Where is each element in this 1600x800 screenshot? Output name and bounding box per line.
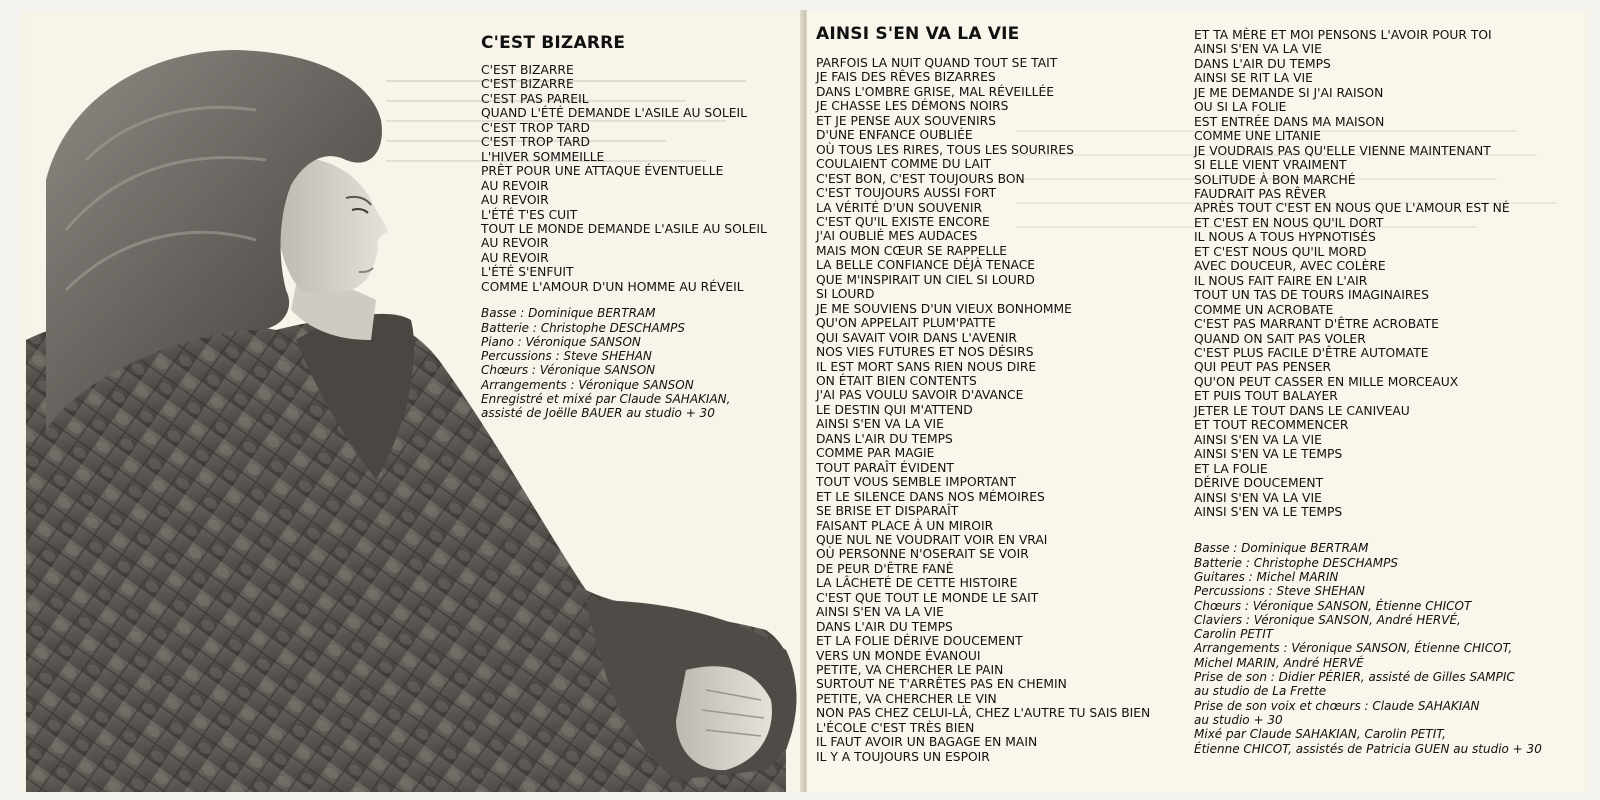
lyric-line: DANS L'OMBRE GRISE, MAL RÉVEILLÉE xyxy=(816,84,1054,99)
song-ainsi-s-en-va-la-vie-continued xyxy=(1194,28,1542,756)
credit-line: Basse : Dominique BERTRAM xyxy=(1194,541,1369,556)
credit-line: Mixé par Claude SAHAKIAN, Carolin PETIT, xyxy=(1194,727,1446,742)
lyric-line: OU SI LA FOLIE xyxy=(1194,100,1287,115)
lyric-line: AINSI S'EN VA LA VIE xyxy=(816,417,944,432)
lyric-line: LA VÉRITÉ D'UN SOUVENIR xyxy=(816,200,982,215)
lyric-line: PARFOIS LA NUIT QUAND TOUT SE TAIT xyxy=(816,56,1058,70)
lyric-line: PETITE, VA CHERCHER LE VIN xyxy=(816,691,997,706)
lyric-line: L'HIVER SOMMEILLE xyxy=(481,149,605,164)
right-page xyxy=(807,10,1585,792)
lyric-line: C'EST PAS PAREIL xyxy=(481,91,589,106)
lyric-line: APRÈS TOUT C'EST EN NOUS QUE L'AMOUR EST NÉ xyxy=(1194,201,1510,216)
lyric-line: SURTOUT NE T'ARRÊTES PAS EN CHEMIN xyxy=(816,677,1067,692)
lyric-line: IL NOUS A TOUS HYPNOTISÉS xyxy=(1194,230,1376,245)
lyric-line: FAUDRAIT PAS RÊVER xyxy=(1194,186,1327,201)
lyric-line: PRÊT POUR UNE ATTAQUE ÉVENTUELLE xyxy=(481,164,724,179)
credits-list xyxy=(481,306,767,420)
lyric-line: DANS L'AIR DU TEMPS xyxy=(816,619,953,634)
lyric-line: C'EST BIZARRE xyxy=(481,63,574,77)
lyric-line: AVEC DOUCEUR, AVEC COLÈRE xyxy=(1194,259,1386,274)
credit-line: Michel MARIN, André HERVÉ xyxy=(1194,655,1364,670)
lyric-line: AU REVOIR xyxy=(481,250,549,265)
lyric-line: AINSI S'EN VA LA VIE xyxy=(1194,42,1322,57)
lyric-line: DANS L'AIR DU TEMPS xyxy=(816,431,953,446)
lyric-line: JE ME DEMANDE SI J'AI RAISON xyxy=(1194,85,1384,100)
lyric-line: SOLITUDE À BON MARCHÉ xyxy=(1194,172,1356,187)
lyric-line: AINSI SE RIT LA VIE xyxy=(1194,71,1313,86)
credit-line: Basse : Dominique BERTRAM xyxy=(481,306,656,321)
credit-line: Batterie : Christophe DESCHAMPS xyxy=(481,320,685,335)
credits-list xyxy=(1194,541,1542,755)
lyric-line: JE CHASSE LES DÉMONS NOIRS xyxy=(816,99,1009,114)
lyric-line: TOUT LE MONDE DEMANDE L'ASILE AU SOLEIL xyxy=(481,221,767,236)
lyric-line: COMME UN ACROBATE xyxy=(1194,302,1334,317)
lyric-line: D'UNE ENFANCE OUBLIÉE xyxy=(816,128,973,143)
lyric-line: TOUT PARAÎT ÉVIDENT xyxy=(816,460,954,475)
lyric-line: QU'ON PEUT CASSER EN MILLE MORCEAUX xyxy=(1194,374,1459,389)
lyric-line: IL EST MORT SANS RIEN NOUS DIRE xyxy=(816,359,1037,374)
lyric-line: IL FAUT AVOIR UN BAGAGE EN MAIN xyxy=(816,735,1038,750)
lyric-line: QU'ON APPELAIT PLUM'PATTE xyxy=(816,316,996,331)
lyric-line: QUI SAVAIT VOIR DANS L'AVENIR xyxy=(816,330,1017,345)
lyric-line: C'EST TOUJOURS AUSSI FORT xyxy=(816,186,997,201)
credit-line: Batterie : Christophe DESCHAMPS xyxy=(1194,555,1398,570)
lyrics-lines xyxy=(481,63,767,294)
lyric-line: J'AI PAS VOULU SAVOIR D'AVANCE xyxy=(816,388,1024,403)
lyric-line: C'EST BON, C'EST TOUJOURS BON xyxy=(816,171,1025,186)
lyric-line: ET LE SILENCE DANS NOS MÉMOIRES xyxy=(816,489,1045,504)
lyric-line: ET C'EST EN NOUS QU'IL DORT xyxy=(1194,215,1384,230)
lyric-line: JETER LE TOUT DANS LE CANIVEAU xyxy=(1194,403,1410,418)
lyric-line: QUAND L'ÉTÉ DEMANDE L'ASILE AU SOLEIL xyxy=(481,106,747,121)
credit-line: Chœurs : Véronique SANSON xyxy=(481,363,656,378)
credit-line: Percussions : Steve SHEHAN xyxy=(1194,584,1365,599)
lyric-line: COULAIENT COMME DU LAIT xyxy=(816,157,992,172)
lyrics-lines-column-1 xyxy=(816,56,1150,764)
lyric-line: LA LÂCHETÉ DE CETTE HISTOIRE xyxy=(816,576,1018,591)
lyric-line: TOUT UN TAS DE TOURS IMAGINAIRES xyxy=(1194,288,1429,303)
lyric-line: OÙ TOUS LES RIRES, TOUS LES SOURIRES xyxy=(816,142,1074,157)
lyric-line: ET C'EST NOUS QU'IL MORD xyxy=(1194,244,1367,259)
lyric-line: C'EST TROP TARD xyxy=(481,135,591,150)
lyric-line: FAISANT PLACE À UN MIROIR xyxy=(816,518,994,533)
lyric-line: L'ÉCOLE C'EST TRÈS BIEN xyxy=(816,720,975,735)
lyric-line: JE VOUDRAIS PAS QU'ELLE VIENNE MAINTENANT xyxy=(1194,143,1491,158)
lyric-line: C'EST QUE TOUT LE MONDE LE SAIT xyxy=(816,590,1039,605)
lyric-line: OÙ PERSONNE N'OSERAIT SE VOIR xyxy=(816,547,1029,562)
credit-line: Prise de son voix et chœurs : Claude SAHAKIAN xyxy=(1194,698,1480,713)
lyric-line: ET JE PENSE AUX SOUVENIRS xyxy=(816,113,996,128)
lyric-line: L'ÉTÉ T'ES CUIT xyxy=(481,207,578,222)
lyric-line: C'EST TROP TARD xyxy=(481,120,591,135)
lyric-line: AINSI S'EN VA LE TEMPS xyxy=(1194,447,1343,462)
lyric-line: J'AI OUBLIÉ MES AUDACES xyxy=(816,229,978,244)
lyric-line: LE DESTIN QUI M'ATTEND xyxy=(816,402,973,417)
lyric-line: VERS UN MONDE ÉVANOUI xyxy=(816,648,981,663)
credit-line: au studio + 30 xyxy=(1194,712,1283,727)
lyric-line: ET PUIS TOUT BALAYER xyxy=(1194,389,1338,404)
credit-line: Piano : Véronique SANSON xyxy=(481,334,641,349)
lyric-line: EST ENTRÉE DANS MA MAISON xyxy=(1194,114,1385,129)
lyric-line: AINSI S'EN VA LE TEMPS xyxy=(1194,504,1343,519)
credit-line: assisté de Joëlle BAUER au studio + 30 xyxy=(481,406,715,421)
lyric-line: ON ÉTAIT BIEN CONTENTS xyxy=(816,373,977,388)
song-c-est-bizarre xyxy=(481,33,767,421)
lyric-line: QUAND ON SAIT PAS VOLER xyxy=(1194,331,1366,346)
credit-line: Étienne CHICOT, assistés de Patricia GUEN au studio + 30 xyxy=(1194,741,1542,756)
credit-line: Guitares : Michel MARIN xyxy=(1194,570,1339,584)
lyric-line: DÉRIVE DOUCEMENT xyxy=(1194,476,1324,491)
credit-line: Arrangements : Véronique SANSON, Étienne CHICOT, xyxy=(1194,641,1513,656)
lyric-line: COMME L'AMOUR D'UN HOMME AU RÉVEIL xyxy=(481,279,744,294)
lyric-line: SI ELLE VIENT VRAIMENT xyxy=(1194,158,1347,173)
lyric-line: ET TA MÈRE ET MOI PENSONS L'AVOIR POUR TOI xyxy=(1194,28,1492,42)
lyric-line: DE PEUR D'ÊTRE FANÉ xyxy=(816,561,954,576)
lyric-line: C'EST BIZARRE xyxy=(481,77,574,92)
credit-line: Carolin PETIT xyxy=(1194,627,1274,642)
lyric-line: AINSI S'EN VA LA VIE xyxy=(1194,490,1322,505)
song-title: AINSI S'EN VA LA VIE xyxy=(816,24,1020,44)
lyric-line: JE FAIS DES RÊVES BIZARRES xyxy=(816,70,996,85)
lyric-line: NON PAS CHEZ CELUI-LÀ, CHEZ L'AUTRE TU SAIS BIEN xyxy=(816,706,1151,721)
lyrics-lines-column-2 xyxy=(1194,28,1542,519)
credit-line: Arrangements : Véronique SANSON xyxy=(481,377,694,392)
song-ainsi-s-en-va-la-vie xyxy=(816,24,1150,764)
lyric-line: ET TOUT RECOMMENCER xyxy=(1194,418,1349,433)
lyric-line: JE ME SOUVIENS D'UN VIEUX BONHOMME xyxy=(816,301,1072,316)
lyric-line: TOUT VOUS SEMBLE IMPORTANT xyxy=(816,475,1017,490)
lyric-line: MAIS MON CŒUR SE RAPPELLE xyxy=(816,243,1007,258)
lyric-line: IL NOUS FAIT FAIRE EN L'AIR xyxy=(1194,273,1368,288)
lyric-line: COMME UNE LITANIE xyxy=(1194,129,1322,144)
lyric-line: L'ÉTÉ S'ENFUIT xyxy=(481,265,574,280)
lyric-line: DANS L'AIR DU TEMPS xyxy=(1194,56,1331,71)
credit-line: Claviers : Véronique SANSON, André HERVÉ, xyxy=(1194,612,1461,627)
song-title: C'EST BIZARRE xyxy=(481,33,626,53)
credit-line: Enregistré et mixé par Claude SAHAKIAN, xyxy=(481,392,731,407)
lyric-line: QUE NUL NE VOUDRAIT VOIR EN VRAI xyxy=(816,532,1048,547)
credit-line: Chœurs : Véronique SANSON, Étienne CHICOT xyxy=(1194,598,1472,613)
lyric-line: C'EST QU'IL EXISTE ENCORE xyxy=(816,214,990,229)
lyric-line: AINSI S'EN VA LA VIE xyxy=(1194,432,1322,447)
credit-line: Percussions : Steve SHEHAN xyxy=(481,349,652,364)
lyric-line: QUI PEUT PAS PENSER xyxy=(1194,360,1332,375)
lyric-line: AU REVOIR xyxy=(481,236,549,251)
cd-booklet-spread xyxy=(20,10,1590,792)
lyric-line: AU REVOIR xyxy=(481,178,549,193)
lyric-line: AINSI S'EN VA LA VIE xyxy=(816,605,944,620)
lyric-line: COMME PAR MAGIE xyxy=(816,446,935,461)
lyric-line: ET LA FOLIE xyxy=(1194,461,1268,476)
lyric-line: AU REVOIR xyxy=(481,193,549,208)
lyric-line: ET LA FOLIE DÉRIVE DOUCEMENT xyxy=(816,634,1023,649)
lyric-line: C'EST PAS MARRANT D'ÊTRE ACROBATE xyxy=(1194,317,1439,332)
lyric-line: SI LOURD xyxy=(816,287,875,302)
lyric-line: LA BELLE CONFIANCE DÉJÀ TENACE xyxy=(816,258,1036,273)
left-page xyxy=(26,10,805,792)
credit-line: Prise de son : Didier PÉRIER, assisté de Gilles SAMPIC xyxy=(1194,670,1515,685)
credit-line: au studio de La Frette xyxy=(1194,684,1327,699)
lyric-line: QUE M'INSPIRAIT UN CIEL SI LOURD xyxy=(816,272,1035,287)
lyric-line: PETITE, VA CHERCHER LE PAIN xyxy=(816,663,1004,678)
lyric-line: SE BRISE ET DISPARAÎT xyxy=(816,504,959,519)
lyric-line: IL Y A TOUJOURS UN ESPOIR xyxy=(816,749,990,764)
lyric-line: C'EST PLUS FACILE D'ÊTRE AUTOMATE xyxy=(1194,345,1429,360)
lyric-line: NOS VIES FUTURES ET NOS DÉSIRS xyxy=(816,345,1034,360)
